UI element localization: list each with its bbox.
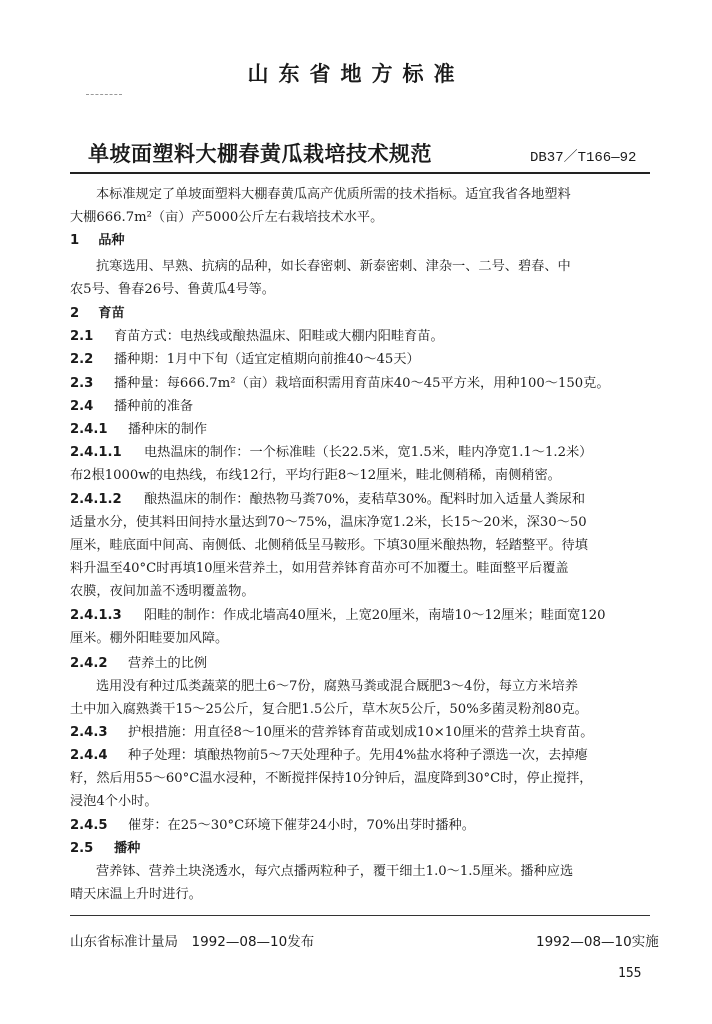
paragraph-line: 农5号、鲁春26号、鲁黄瓜4号等。	[70, 282, 275, 297]
clause	[70, 443, 592, 463]
clause-number: 2.3	[70, 376, 94, 391]
header-dash-mark	[86, 94, 122, 95]
clause	[70, 839, 140, 859]
clause-number: 2.1	[70, 329, 94, 344]
paragraph-line: 晴天床温上升时进行。	[70, 887, 202, 902]
clause	[70, 420, 207, 440]
publisher-info: 山东省标准计量局 1992—08—10发布	[70, 934, 315, 950]
clause	[70, 654, 207, 674]
document-code: DB37／T166—92	[530, 150, 637, 166]
paragraph-line: 厘米，畦底面中间高、南侧低、北侧稍低呈马鞍形。下填30厘米酿热物，轻踏整平。待填	[70, 538, 588, 553]
clause-number: 2.4	[70, 399, 94, 414]
clause-text: 播种前的准备	[114, 399, 194, 414]
section-title: 品种	[98, 233, 125, 248]
section-heading	[70, 231, 125, 251]
footer-rule	[70, 915, 650, 916]
clause-text: 催芽：在25～30°C环境下催芽24小时，70%出芽时播种。	[128, 818, 475, 833]
section-number: 1	[70, 233, 80, 248]
paragraph-line: 农膜，夜间加盖不透明覆盖物。	[70, 584, 255, 599]
clause-number: 2.2	[70, 352, 94, 367]
clause-text: 播种床的制作	[128, 422, 208, 437]
paragraph-line: 适量水分，使其料田间持水量达到70～75%，温床净宽1.2米，长15～20米，深30～50	[70, 515, 587, 530]
clause-text: 种子处理：填酿热物前5～7天处理种子。先用4%盐水将种子漂选一次，去掉瘪	[128, 748, 588, 763]
clause-text: 阳畦的制作：作成北墙高40厘米，上宽20厘米，南墙10～12厘米；畦面宽120	[144, 608, 606, 623]
paragraph-line: 选用没有种过瓜类蔬菜的肥土6～7份，腐熟马粪或混合厩肥3～4份，每立方米培养	[96, 679, 578, 694]
standard-category-header: 山东省地方标准	[247, 62, 465, 86]
clause	[70, 746, 588, 766]
paragraph-line: 营养钵、营养土块浇透水，每穴点播两粒种子，覆干细土1.0～1.5厘米。播种应选	[96, 864, 574, 879]
clause	[70, 374, 610, 394]
clause-text: 酿热温床的制作：酿热物马粪70%，麦秸草30%。配料时加入适量人粪尿和	[144, 492, 586, 507]
clause-text: 营养土的比例	[128, 656, 208, 671]
intro-line: 本标准规定了单坡面塑料大棚春黄瓜高产优质所需的技术指标。适宜我省各地塑料	[96, 187, 571, 202]
clause	[70, 327, 444, 347]
clause	[70, 490, 585, 510]
paragraph-line: 抗寒选用、早熟、抗病的品种，如长春密刺、新泰密刺、津杂一、二号、碧春、中	[96, 259, 571, 274]
clause-number: 2.4.1.3	[70, 608, 122, 623]
clause-number: 2.4.5	[70, 818, 108, 833]
clause-text: 播种量：每666.7m²（亩）栽培面积需用育苗床40～45平方米，用种100～150克。	[114, 376, 610, 391]
clause	[70, 350, 420, 370]
paragraph-line: 布2根1000w的电热线，布线12行，平均行距8～12厘米，畦北侧稍稀，南侧稍密。	[70, 468, 561, 483]
page-number: 155	[618, 966, 642, 981]
clause-number: 2.4.1.2	[70, 492, 122, 507]
clause-number: 2.4.4	[70, 748, 108, 763]
clause-number: 2.5	[70, 841, 94, 856]
clause-text: 育苗方式：电热线或酿热温床、阳畦或大棚内阳畦育苗。	[114, 329, 444, 344]
paragraph-line: 料升温至40°C时再填10厘米营养土，如用营养钵育苗亦可不加覆土。畦面整平后覆盖	[70, 561, 569, 576]
document-title: 单坡面塑料大棚春黄瓜栽培技术规范	[88, 142, 432, 166]
clause-number: 2.4.3	[70, 725, 108, 740]
clause	[70, 606, 606, 626]
paragraph-line: 厘米。棚外阳畦要加风障。	[70, 631, 229, 646]
intro-line: 大棚666.7m²（亩）产5000公斤左右栽培技术水平。	[70, 210, 384, 225]
clause-number: 2.4.1.1	[70, 445, 122, 460]
clause-text: 播种	[114, 841, 141, 856]
paragraph-line: 土中加入腐熟粪干15～25公斤，复合肥1.5公斤，草木灰5公斤，50%多菌灵粉剂80克。	[70, 702, 588, 717]
paragraph-line: 籽，然后用55～60°C温水浸种，不断搅拌保持10分钟后，温度降到30°C时，停止搅拌，	[70, 771, 593, 786]
clause-text: 护根措施：用直径8～10厘米的营养钵育苗或划成10×10厘米的营养土块育苗。	[128, 725, 594, 740]
section-title: 育苗	[98, 306, 125, 321]
section-number: 2	[70, 306, 80, 321]
clause	[70, 816, 475, 836]
clause-number: 2.4.1	[70, 422, 108, 437]
effective-date: 1992—08—10实施	[536, 934, 659, 950]
clause-text: 播种期：1月中下旬（适宜定植期向前推40～45天）	[114, 352, 420, 367]
clause-text: 电热温床的制作：一个标准畦（长22.5米，宽1.5米，畦内净宽1.1～1.2米）	[144, 445, 593, 460]
clause	[70, 723, 593, 743]
title-rule	[70, 172, 650, 174]
section-heading	[70, 304, 125, 324]
clause	[70, 397, 193, 417]
paragraph-line: 浸泡4个小时。	[70, 794, 158, 809]
clause-number: 2.4.2	[70, 656, 108, 671]
